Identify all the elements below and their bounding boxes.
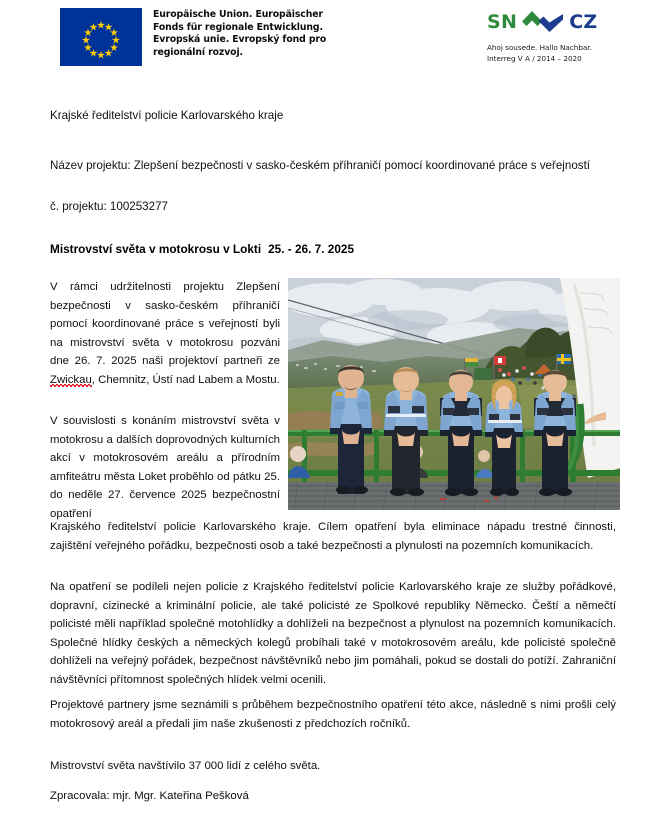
paragraph-2-column: V souvislosti s konáním mistrovství světa v motokrosu a dalších doprovodných kulturních akcí v motokrosovém areálu a přírodním amfiteátru města Loket proběhlo od pátku 25. do neděle 27. července 2025 bezpečnostní opatření bbox=[50, 415, 280, 520]
spellcheck-error-word: Zwickau bbox=[50, 374, 92, 389]
interreg-tagline bbox=[487, 43, 627, 64]
page-title bbox=[50, 242, 354, 256]
paragraph-2-continuation: Krajského ředitelství policie Karlovarského kraje. Cílem opatření byla eliminace nápadu trestné činnosti, zajištění veřejného pořádku, bezpečnosti osob a také bezpečnosti a plynulosti na pozemních komunikacích. bbox=[50, 521, 616, 552]
interreg-logo-group bbox=[487, 9, 627, 64]
eu-logo-text-line-2: Fonds für regionale Entwicklung. bbox=[153, 21, 323, 33]
paragraph-1-part-2: , Chemnitz, Ústí nad Labem a Mostu. bbox=[91, 373, 280, 386]
author-line: Zpracovala: mjr. Mgr. Kateřina Pešková bbox=[50, 790, 249, 802]
eu-logo-group bbox=[60, 8, 326, 66]
eu-logo-text-line-4: regionální rozvoj. bbox=[153, 46, 243, 58]
event-photo-image bbox=[288, 278, 620, 510]
paragraph-1 bbox=[50, 278, 280, 390]
eu-logo-text bbox=[153, 8, 326, 59]
paragraph-5: Mistrovství světa navštívilo 37 000 lidí z celého světa. bbox=[50, 760, 321, 772]
project-number-line: č. projektu: 100253277 bbox=[50, 200, 168, 213]
interreg-arrows-icon bbox=[521, 8, 565, 37]
event-photo bbox=[288, 278, 620, 510]
organization-line: Krajské ředitelství policie Karlovarského kraje bbox=[50, 109, 284, 122]
eu-logo-text-line-3: Evropská unie. Evropský fond pro bbox=[153, 34, 327, 46]
interreg-cz-label: CZ bbox=[569, 11, 598, 33]
interreg-sn-label: SN bbox=[487, 11, 518, 33]
paragraph-1-part-1: V rámci udržitelnosti projektu Zlepšení bezpečnosti v sasko-českém příhraničí pomocí koordinované práce s veřejností byli na mistrovství světa v motokrosu pozváni dne 26. 7. 2025 naši projektoví partneři ze bbox=[50, 281, 280, 368]
page-title-dates: 25. - 26. 7. 2025 bbox=[268, 242, 355, 256]
document-header bbox=[0, 0, 664, 92]
eu-logo-text-line-1: Europäische Union. Europäischer bbox=[153, 9, 323, 20]
eu-stars-icon bbox=[60, 8, 142, 66]
interreg-mark bbox=[487, 9, 627, 35]
interreg-tagline-line-1: Ahoj sousede. Hallo Nachbar. bbox=[487, 43, 592, 52]
eu-flag-icon bbox=[60, 8, 142, 66]
interreg-tagline-line-2: Interreg V A / 2014 – 2020 bbox=[487, 53, 582, 63]
paragraph-3: Na opatření se podíleli nejen policie z Krajského ředitelství policie Karlovarského kraje ze služby pořádkové, dopravní, cizinecké a kriminální policie, ale také policisté ze Spolkové republiky Německo. Čeští a němečtí policisté měli například společné motohlídky a dohlíželi na bezpečnost a plynulost na pozemních komunikacích. Společné hlídky českých a německých kolegů probíhali také v motokrosovém areálu, kde policisté společně dohlíželi na veřejný pořádek, bezpečnost návštěvníků nebo jim pomáhali, pokud se dostali do potíží. Zahraniční návštěvníci přítomnost společných hlídek velmi ocenili. bbox=[50, 581, 616, 686]
page-title-text: Mistrovství světa v motokrosu v Lokti bbox=[50, 242, 262, 256]
project-title-line: Název projektu: Zlepšení bezpečnosti v sasko-českém příhraničí pomocí koordinované práce s veřejností bbox=[50, 159, 591, 172]
paragraph-4: Projektové partnery jsme seznámili s průběhem bezpečnostního opatření této akce, následně s nimi prošli celý motokrosový areál a předali jim naše zkušenosti z předchozích ročníků. bbox=[50, 699, 616, 730]
